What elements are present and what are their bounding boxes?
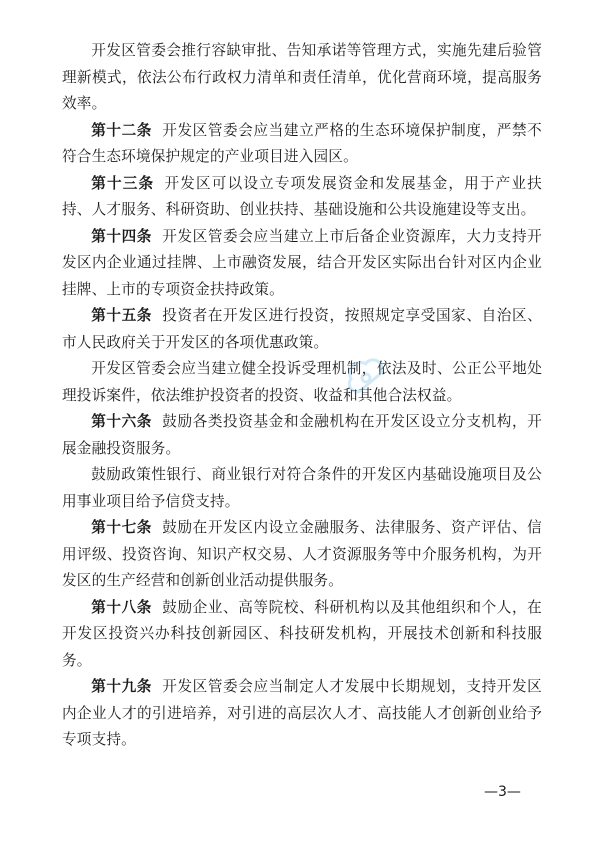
- article-number: 第十七条: [91, 519, 153, 536]
- article-12: [62, 118, 542, 171]
- article-number: 第十八条: [91, 598, 153, 616]
- article-16: [62, 409, 542, 462]
- article-text: 开发区管委会应当制定人才发展中长期规划，支持开发区内企业人才的引进培养，对引进的高层次人才、高技能人才创新创业给予专项支持。: [62, 678, 542, 748]
- article-13: [62, 171, 542, 224]
- document-body: [62, 38, 542, 754]
- article-text: 开发区可以设立专项发展资金和发展基金，用于产业扶持、人才服务、科研资助、创业扶持、基础设施和公共设施建设等支出。: [62, 174, 542, 218]
- page-number: —3—: [484, 784, 521, 800]
- article-19: [62, 674, 542, 754]
- article-number: 第十三条: [91, 174, 155, 192]
- article-text: 开发区管委会应当建立严格的生态环境保护制度，严禁不符合生态环境保护规定的产业项目进入园区。: [62, 121, 542, 165]
- article-text: 开发区管委会应当建立上市后备企业资源库，大力支持开发区内企业通过挂牌、上市融资发展，结合开发区实际出台针对区内企业挂牌、上市的专项资金扶持政策。: [62, 227, 542, 298]
- paragraph-text: 鼓励政策性银行、商业银行对符合条件的开发区内基础设施项目及公用事业项目给予信贷支持。: [62, 466, 542, 510]
- paragraph-15b: [62, 356, 542, 409]
- article-number: 第十九条: [91, 678, 153, 695]
- article-number: 第十六条: [91, 413, 153, 430]
- article-number: 第十四条: [91, 227, 153, 245]
- paragraph-text: 开发区管委会应当建立健全投诉受理机制，依法及时、公正公平地处理投诉案件，依法维护投资者的投资、收益和其他合法权益。: [62, 360, 542, 404]
- article-17: [62, 515, 542, 595]
- paragraph-1: [62, 38, 542, 118]
- paragraph-16b: [62, 462, 542, 515]
- article-18: [62, 595, 542, 675]
- article-14: [62, 224, 542, 304]
- article-number: 第十二条: [91, 121, 153, 139]
- article-text: 鼓励在开发区内设立金融服务、法律服务、资产评估、信用评级、投资咨询、知识产权交易、人才资源服务等中介服务机构，为开发区的生产经营和创新创业活动提供服务。: [62, 519, 542, 589]
- article-text: 鼓励各类投资基金和金融机构在开发区设立分支机构，开展金融投资服务。: [62, 413, 542, 457]
- article-text: 投资者在开发区进行投资，按照规定享受国家、自治区、市人民政府关于开发区的各项优惠政策。: [62, 307, 542, 351]
- paragraph-text: 开发区管委会推行容缺审批、告知承诺等管理方式，实施先建后验管理新模式，依法公布行政权力清单和责任清单，优化营商环境，提高服务效率。: [62, 42, 542, 112]
- article-15: [62, 303, 542, 356]
- article-text: 鼓励企业、高等院校、科研机构以及其他组织和个人，在开发区投资兴办科技创新园区、科技研发机构，开展技术创新和科技服务。: [62, 598, 542, 669]
- article-number: 第十五条: [91, 307, 153, 324]
- cloud-logo-watermark-icon: [338, 350, 394, 406]
